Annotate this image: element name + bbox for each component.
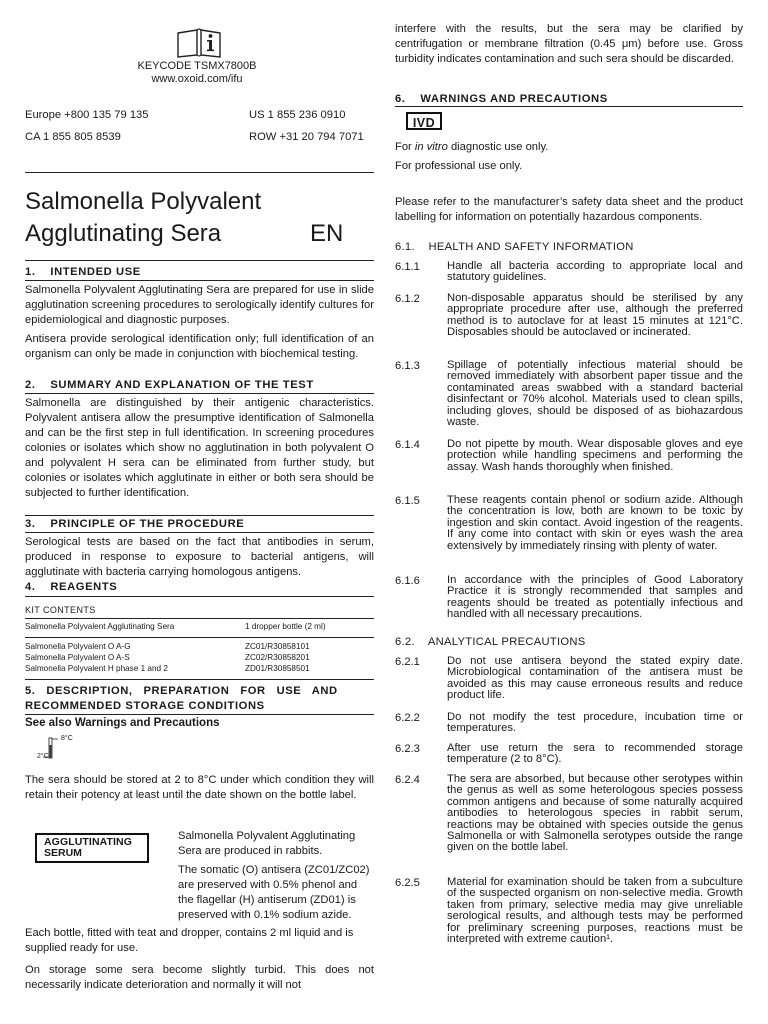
kit-item-name: Salmonella Polyvalent Agglutinating Sera bbox=[25, 622, 175, 631]
precaution-number: 6.2.3 bbox=[395, 743, 420, 755]
kit-contents-title: KIT CONTENTS bbox=[25, 605, 96, 615]
section-5-heading-line2: RECOMMENDED STORAGE CONDITIONS bbox=[25, 700, 265, 712]
precaution-number: 6.1.2 bbox=[395, 293, 420, 305]
kit-item-name: Salmonella Polyvalent O A-S bbox=[25, 653, 130, 662]
section-divider bbox=[25, 596, 374, 597]
temp-low-label: 2°C bbox=[37, 753, 49, 760]
contact-europe: Europe +800 135 79 135 bbox=[25, 109, 149, 121]
section-divider bbox=[25, 393, 374, 394]
section-divider bbox=[25, 532, 374, 533]
summary-text: Salmonella are distinguished by their antigenic characteristics. Polyvalent antisera allow the presumptive identification of Salmonella and can be the first step in full identification. In screening procedures colonies or isolates which show no agglutination in both polyvalent O and polyvalent H sera can be eliminated from further study, but colonies or isolates which agglutinate in either or both sera should be subjected to further identification. bbox=[25, 397, 374, 499]
temp-high-label: 8°C bbox=[61, 735, 73, 742]
subsection-6-1-heading: 6.1. HEALTH AND SAFETY INFORMATION bbox=[395, 241, 634, 253]
intended-use-text: Salmonella Polyvalent Agglutinating Sera are prepared for use in slide agglutination screening procedures to serologically identify cultures for epidemiological and diagnostic purposes. bbox=[25, 284, 374, 326]
section-divider bbox=[25, 714, 374, 715]
professional-use: For professional use only. bbox=[395, 160, 523, 172]
ifu-website-link[interactable]: www.oxoid.com/ifu bbox=[151, 73, 243, 85]
section-5-heading-line1: 5. DESCRIPTION, PREPARATION FOR USE AND bbox=[25, 685, 338, 697]
in-vitro-suffix: diagnostic use only. bbox=[447, 141, 549, 153]
in-vitro-prefix: For bbox=[395, 141, 415, 153]
turbidity-text: On storage some sera become slightly turbid. This does not necessarily indicate deterioration and normally it will not bbox=[25, 964, 374, 991]
kit-item-code: 1 dropper bottle (2 ml) bbox=[245, 622, 326, 631]
contact-row: ROW +31 20 794 7071 bbox=[249, 131, 364, 143]
contact-ca: CA 1 855 805 8539 bbox=[25, 131, 121, 143]
precaution-text: The sera are absorbed, but because other serotypes within the genus as well as some heterologous species possess common antigens and because of some naturally acquired antibodies to heterologous species in rabbit serum, reactions may be obtained with species outside the genus Salmonella or with Salmonella serotypes outside the range given on the bottle label. bbox=[447, 773, 743, 854]
precaution-text: After use return the sera to recommended storage temperature (2 to 8°C). bbox=[447, 742, 743, 766]
safety-data-sheet-note: Please refer to the manufacturer’s safety data sheet and the product labelling for information on potentially hazardous components. bbox=[395, 196, 743, 223]
precaution-number: 6.2.2 bbox=[395, 712, 420, 724]
kit-item-code: ZD01/R30858501 bbox=[245, 664, 310, 673]
label-line1: AGGLUTINATING bbox=[44, 836, 133, 848]
precaution-number: 6.2.4 bbox=[395, 774, 420, 786]
precaution-number: 6.1.5 bbox=[395, 495, 420, 507]
preservative-text: The somatic (O) antisera (ZC01/ZC02) are preserved with 0.5% phenol and the flagellar (H) antiserum (ZD01) is preserved with 0.1% sodium azide. bbox=[178, 864, 370, 921]
precaution-text: Spillage of potentially infectious material should be removed immediately with absorbent paper tissue and the contaminated areas swabbed with a standard bacterial disinfectant or 70% alcohol. Materials used to clean spills, including gloves, should be disposed of as biohazardous waste. bbox=[447, 359, 743, 429]
precaution-number: 6.1.4 bbox=[395, 439, 420, 451]
see-also-note: See also Warnings and Precautions bbox=[25, 717, 220, 729]
kit-item-code: ZC01/R30858101 bbox=[245, 642, 310, 651]
section-2-heading: 2. SUMMARY AND EXPLANATION OF THE TEST bbox=[25, 379, 314, 391]
bottle-text: Each bottle, fitted with teat and dropper, contains 2 ml liquid and is supplied ready for use. bbox=[25, 927, 354, 954]
section-divider bbox=[25, 280, 374, 281]
ivd-label: IVD bbox=[412, 116, 436, 130]
antisera-note: Antisera provide serological identification only; full identification of an organism can only be made in conjunction with biochemical testing. bbox=[25, 333, 374, 360]
contact-us: US 1 855 236 0910 bbox=[249, 109, 346, 121]
precaution-number: 6.2.1 bbox=[395, 656, 420, 668]
kit-item-name: Salmonella Polyvalent H phase 1 and 2 bbox=[25, 664, 168, 673]
table-divider bbox=[25, 637, 374, 638]
precaution-text: Non-disposable apparatus should be sterilised by any appropriate procedure after use, although the preferred method is to autoclave for at least 15 minutes at 121°C. Disposables should be autoclaved or incinerated. bbox=[447, 292, 743, 339]
precaution-text: Do not pipette by mouth. Wear disposable gloves and eye protection while handling specimens and performing the assay. Wash hands thoroughly when finished. bbox=[447, 438, 743, 473]
section-4-heading: 4. REAGENTS bbox=[25, 581, 118, 593]
precaution-text: Handle all bacteria according to appropriate local and statutory guidelines. bbox=[447, 260, 743, 284]
label-line2: SERUM bbox=[44, 847, 82, 859]
temperature-limit-icon bbox=[39, 736, 79, 762]
table-divider bbox=[25, 618, 374, 619]
product-title-line1: Salmonella Polyvalent bbox=[25, 188, 262, 215]
product-title-line2: Agglutinating Sera bbox=[25, 220, 222, 247]
in-vitro-term: in vitro bbox=[414, 141, 448, 153]
kit-item-code: ZC02/R30858201 bbox=[245, 653, 310, 662]
precaution-number: 6.2.5 bbox=[395, 877, 420, 889]
precaution-number: 6.1.3 bbox=[395, 360, 420, 372]
kit-row bbox=[25, 641, 374, 652]
precaution-text: These reagents contain phenol or sodium azide. Although the concentration is low, both are known to be toxic by ingestion and skin contact. Avoid ingestion of the reagents. If any come into contact with skin or eyes wash the area extensively by immediately rinsing with plenty of water. bbox=[447, 494, 743, 552]
subsection-6-2-heading: 6.2. ANALYTICAL PRECAUTIONS bbox=[395, 636, 586, 648]
kit-row bbox=[25, 652, 374, 663]
precaution-text: In accordance with the principles of Good Laboratory Practice it is strongly recommended that samples and reagents should be treated as potentially infectious and handled with all necessary precautions. bbox=[447, 574, 743, 621]
section-divider bbox=[395, 106, 743, 107]
kit-row bbox=[25, 663, 374, 674]
section-3-heading: 3. PRINCIPLE OF THE PROCEDURE bbox=[25, 518, 245, 530]
ivd-symbol bbox=[406, 112, 442, 130]
kit-item-name: Salmonella Polyvalent O A-G bbox=[25, 642, 131, 651]
in-vitro-use bbox=[395, 140, 548, 155]
header-divider bbox=[25, 172, 374, 173]
precaution-text: Material for examination should be taken from a subculture of the suspected organism on non-selective media. Growth taken from primary, selective media may give unreliable serological results, and although tests may be performed for preliminary screening purposes, reactions must be interpreted with extreme caution¹. bbox=[447, 876, 743, 946]
section-1-heading: 1. INTENDED USE bbox=[25, 266, 141, 278]
precaution-number: 6.1.1 bbox=[395, 261, 420, 273]
section-divider bbox=[25, 515, 374, 516]
instructions-book-icon bbox=[175, 28, 223, 58]
precaution-number: 6.1.6 bbox=[395, 575, 420, 587]
principle-text: Serological tests are based on the fact that antibodies in serum, produced in response to exposure to bacterial antigens, will agglutinate with bacteria carrying homologous antigens. bbox=[25, 536, 374, 578]
section-6-heading: 6. WARNINGS AND PRECAUTIONS bbox=[395, 93, 608, 105]
kit-row bbox=[25, 622, 374, 632]
turbidity-continued: interfere with the results, but the sera may be clarified by centrifugation or membrane filtration (0.45 μm) before use. Gross turbidity indicates contamination and such sera should be discarded. bbox=[395, 23, 743, 65]
rabbits-text: Salmonella Polyvalent Agglutinating Sera are produced in rabbits. bbox=[178, 830, 356, 857]
storage-text: The sera should be stored at 2 to 8°C under which condition they will retain their potency at least until the date shown on the bottle label. bbox=[25, 774, 374, 801]
section-divider bbox=[25, 260, 374, 261]
language-code: EN bbox=[310, 220, 344, 247]
agglutinating-serum-label bbox=[35, 833, 149, 863]
precaution-text: Do not use antisera beyond the stated expiry date. Microbiological contamination of the antisera must be avoided as this may cause erroneous results and reduce product life. bbox=[447, 655, 743, 702]
keycode: KEYCODE TSMX7800B bbox=[137, 60, 257, 72]
precaution-text: Do not modify the test procedure, incubation time or temperatures. bbox=[447, 711, 743, 735]
section-divider bbox=[25, 679, 374, 680]
